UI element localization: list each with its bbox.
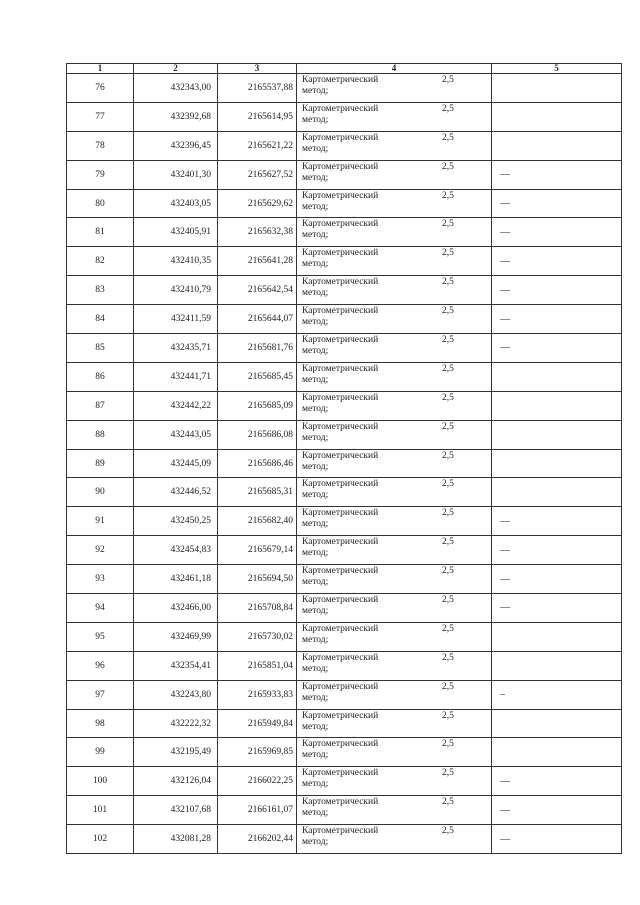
note-cell: —	[492, 767, 622, 796]
table-body	[67, 74, 622, 854]
column-header-2: 2	[134, 64, 218, 74]
precision-value: 2,5	[442, 103, 454, 114]
method-line-2: метод;	[302, 721, 329, 732]
method-line-2: метод;	[302, 663, 329, 674]
coordinate-x: 432410,35	[134, 247, 218, 276]
column-header-4: 4	[297, 64, 492, 74]
method-text	[302, 826, 378, 848]
method-line-2: метод;	[302, 201, 329, 212]
note-cell	[492, 478, 622, 507]
coordinate-y: 2165621,22	[218, 131, 297, 160]
method-text	[302, 682, 378, 704]
point-number: 96	[67, 651, 134, 680]
method-cell	[297, 507, 492, 536]
method-line-1: Картометрический	[302, 450, 379, 461]
note-cell: —	[492, 218, 622, 247]
method-line-2: метод;	[302, 114, 329, 125]
note-cell	[492, 391, 622, 420]
method-line-1: Картометрический	[302, 248, 379, 259]
method-line-2: метод;	[302, 346, 329, 357]
method-cell	[297, 391, 492, 420]
method-line-2: метод;	[302, 692, 329, 703]
precision-value: 2,5	[442, 392, 454, 403]
precision-value: 2,5	[442, 537, 454, 548]
note-cell	[492, 709, 622, 738]
table-row	[67, 709, 622, 738]
note-cell: —	[492, 796, 622, 825]
coordinate-y: 2165537,88	[218, 74, 297, 103]
header-row	[67, 64, 622, 74]
table-row	[67, 189, 622, 218]
precision-value: 2,5	[442, 652, 454, 663]
column-header-3: 3	[218, 64, 297, 74]
method-line-2: метод;	[302, 634, 329, 645]
precision-value: 2,5	[442, 306, 454, 317]
method-cell	[297, 362, 492, 391]
table-row	[67, 536, 622, 565]
precision-value: 2,5	[442, 710, 454, 721]
method-line-2: метод;	[302, 317, 329, 328]
point-number: 81	[67, 218, 134, 247]
coordinate-y: 2165685,09	[218, 391, 297, 420]
method-line-2: метод;	[302, 490, 329, 501]
method-cell	[297, 478, 492, 507]
table-row	[67, 507, 622, 536]
method-text	[302, 508, 378, 530]
method-line-2: метод;	[302, 461, 329, 472]
method-cell	[297, 74, 492, 103]
precision-value: 2,5	[442, 219, 454, 230]
coordinate-x: 432396,45	[134, 131, 218, 160]
method-cell	[297, 680, 492, 709]
table-row	[67, 391, 622, 420]
note-cell: —	[492, 189, 622, 218]
method-cell	[297, 247, 492, 276]
precision-value: 2,5	[442, 566, 454, 577]
coordinate-y: 2165933,83	[218, 680, 297, 709]
coordinate-x: 432107,68	[134, 796, 218, 825]
coordinate-y: 2165694,50	[218, 565, 297, 594]
coordinate-x: 432243,80	[134, 680, 218, 709]
method-text	[302, 479, 378, 501]
note-cell: —	[492, 247, 622, 276]
precision-value: 2,5	[442, 421, 454, 432]
method-cell	[297, 565, 492, 594]
precision-value: 2,5	[442, 248, 454, 259]
method-text	[302, 248, 378, 270]
precision-value: 2,5	[442, 277, 454, 288]
note-cell: –	[492, 680, 622, 709]
method-line-2: метод;	[302, 779, 329, 790]
coordinate-y: 2165685,45	[218, 362, 297, 391]
coordinate-y: 2166161,07	[218, 796, 297, 825]
point-number: 98	[67, 709, 134, 738]
method-text	[302, 162, 378, 184]
precision-value: 2,5	[442, 508, 454, 519]
coordinate-x: 432450,25	[134, 507, 218, 536]
point-number: 91	[67, 507, 134, 536]
coordinate-y: 2165708,84	[218, 594, 297, 623]
table-row	[67, 738, 622, 767]
coordinate-x: 432411,59	[134, 305, 218, 334]
method-line-1: Картометрический	[302, 623, 379, 634]
method-text	[302, 104, 378, 126]
method-line-1: Картометрический	[302, 306, 379, 317]
coordinate-x: 432446,52	[134, 478, 218, 507]
method-line-1: Картометрический	[302, 826, 379, 837]
table-row	[67, 767, 622, 796]
table-row	[67, 362, 622, 391]
method-text	[302, 768, 378, 790]
method-cell	[297, 218, 492, 247]
note-cell	[492, 74, 622, 103]
method-text	[302, 393, 378, 415]
method-line-1: Картометрический	[302, 392, 379, 403]
method-cell	[297, 420, 492, 449]
method-cell	[297, 709, 492, 738]
method-line-2: метод;	[302, 519, 329, 530]
coordinate-x: 432469,99	[134, 622, 218, 651]
precision-value: 2,5	[442, 161, 454, 172]
coordinate-x: 432222,32	[134, 709, 218, 738]
coordinate-y: 2165642,54	[218, 276, 297, 305]
precision-value: 2,5	[442, 75, 454, 85]
method-text	[302, 624, 378, 646]
coordinate-x: 432443,05	[134, 420, 218, 449]
method-text	[302, 797, 378, 819]
coordinate-y: 2165681,76	[218, 334, 297, 363]
method-line-1: Картометрический	[302, 190, 379, 201]
point-number: 90	[67, 478, 134, 507]
method-cell	[297, 651, 492, 680]
note-cell: —	[492, 334, 622, 363]
method-line-2: метод;	[302, 230, 329, 241]
point-number: 85	[67, 334, 134, 363]
table-row	[67, 478, 622, 507]
coordinate-y: 2165614,95	[218, 102, 297, 131]
coordinate-x: 432081,28	[134, 825, 218, 854]
precision-value: 2,5	[442, 826, 454, 837]
coordinate-x: 432354,41	[134, 651, 218, 680]
coordinate-x: 432441,71	[134, 362, 218, 391]
precision-value: 2,5	[442, 623, 454, 634]
method-line-2: метод;	[302, 750, 329, 761]
method-line-1: Картометрический	[302, 566, 379, 577]
note-cell	[492, 738, 622, 767]
coordinate-y: 2165969,85	[218, 738, 297, 767]
table-row	[67, 74, 622, 103]
precision-value: 2,5	[442, 595, 454, 606]
note-cell: —	[492, 594, 622, 623]
method-line-2: метод;	[302, 143, 329, 154]
note-cell: —	[492, 565, 622, 594]
method-line-1: Картометрический	[302, 132, 379, 143]
note-cell: —	[492, 276, 622, 305]
point-number: 92	[67, 536, 134, 565]
point-number: 80	[67, 189, 134, 218]
precision-value: 2,5	[442, 797, 454, 808]
point-number: 79	[67, 160, 134, 189]
point-number: 97	[67, 680, 134, 709]
point-number: 93	[67, 565, 134, 594]
note-cell: —	[492, 160, 622, 189]
method-cell	[297, 160, 492, 189]
method-text	[302, 219, 378, 241]
point-number: 77	[67, 102, 134, 131]
method-line-1: Картометрический	[302, 75, 379, 85]
coordinate-x: 432401,30	[134, 160, 218, 189]
method-cell	[297, 796, 492, 825]
table-row	[67, 796, 622, 825]
coordinate-y: 2165641,28	[218, 247, 297, 276]
table-row	[67, 305, 622, 334]
method-cell	[297, 738, 492, 767]
note-cell	[492, 131, 622, 160]
note-cell	[492, 622, 622, 651]
coordinate-y: 2165632,38	[218, 218, 297, 247]
note-cell	[492, 420, 622, 449]
table-row	[67, 680, 622, 709]
method-text	[302, 566, 378, 588]
coordinate-x: 432410,79	[134, 276, 218, 305]
precision-value: 2,5	[442, 479, 454, 490]
method-text	[302, 364, 378, 386]
table-row	[67, 131, 622, 160]
precision-value: 2,5	[442, 363, 454, 374]
note-cell: —	[492, 305, 622, 334]
method-line-1: Картометрический	[302, 595, 379, 606]
method-line-1: Картометрический	[302, 652, 379, 663]
coordinate-y: 2165679,14	[218, 536, 297, 565]
table-row	[67, 420, 622, 449]
method-line-2: метод;	[302, 259, 329, 270]
method-text	[302, 133, 378, 155]
coordinate-y: 2165627,52	[218, 160, 297, 189]
coordinate-y: 2166022,25	[218, 767, 297, 796]
coordinate-x: 432343,00	[134, 74, 218, 103]
coordinate-x: 432466,00	[134, 594, 218, 623]
point-number: 83	[67, 276, 134, 305]
point-number: 88	[67, 420, 134, 449]
point-number: 101	[67, 796, 134, 825]
method-text	[302, 75, 378, 97]
method-cell	[297, 102, 492, 131]
method-line-1: Картометрический	[302, 537, 379, 548]
table-row	[67, 825, 622, 854]
precision-value: 2,5	[442, 768, 454, 779]
point-number: 84	[67, 305, 134, 334]
precision-value: 2,5	[442, 450, 454, 461]
method-text	[302, 191, 378, 213]
method-text	[302, 335, 378, 357]
coordinate-y: 2165949,84	[218, 709, 297, 738]
table-row	[67, 565, 622, 594]
method-line-2: метод;	[302, 606, 329, 617]
method-text	[302, 422, 378, 444]
coordinate-y: 2166202,44	[218, 825, 297, 854]
method-line-1: Картометрический	[302, 277, 379, 288]
column-header-1: 1	[67, 64, 134, 74]
method-line-1: Картометрический	[302, 797, 379, 808]
table-row	[67, 247, 622, 276]
method-text	[302, 739, 378, 761]
coordinate-x: 432442,22	[134, 391, 218, 420]
coordinate-y: 2165685,31	[218, 478, 297, 507]
coordinate-x: 432445,09	[134, 449, 218, 478]
method-line-2: метод;	[302, 86, 329, 96]
method-line-1: Картометрический	[302, 739, 379, 750]
table-row	[67, 102, 622, 131]
method-line-2: метод;	[302, 403, 329, 414]
note-cell	[492, 449, 622, 478]
precision-value: 2,5	[442, 132, 454, 143]
method-cell	[297, 449, 492, 478]
point-number: 89	[67, 449, 134, 478]
table-row	[67, 218, 622, 247]
coordinate-y: 2165629,62	[218, 189, 297, 218]
column-header-5: 5	[492, 64, 622, 74]
method-line-1: Картометрический	[302, 681, 379, 692]
method-cell	[297, 334, 492, 363]
coordinates-table	[66, 63, 622, 854]
method-line-2: метод;	[302, 548, 329, 559]
precision-value: 2,5	[442, 739, 454, 750]
point-number: 87	[67, 391, 134, 420]
method-line-1: Картометрический	[302, 710, 379, 721]
method-cell	[297, 622, 492, 651]
point-number: 99	[67, 738, 134, 767]
coordinate-x: 432392,68	[134, 102, 218, 131]
table-row	[67, 594, 622, 623]
note-cell: —	[492, 825, 622, 854]
method-cell	[297, 131, 492, 160]
method-cell	[297, 189, 492, 218]
method-cell	[297, 825, 492, 854]
coordinate-x: 432435,71	[134, 334, 218, 363]
coordinate-x: 432461,18	[134, 565, 218, 594]
coordinate-y: 2165644,07	[218, 305, 297, 334]
method-line-1: Картометрический	[302, 479, 379, 490]
method-line-1: Картометрический	[302, 219, 379, 230]
coordinate-y: 2165730,02	[218, 622, 297, 651]
table-row	[67, 651, 622, 680]
point-number: 78	[67, 131, 134, 160]
note-cell: —	[492, 536, 622, 565]
method-line-1: Картометрический	[302, 421, 379, 432]
method-cell	[297, 594, 492, 623]
coordinate-x: 432126,04	[134, 767, 218, 796]
coordinate-x: 432454,83	[134, 536, 218, 565]
method-line-1: Картометрический	[302, 363, 379, 374]
coordinate-x: 432405,91	[134, 218, 218, 247]
table-row	[67, 449, 622, 478]
method-cell	[297, 767, 492, 796]
method-line-1: Картометрический	[302, 768, 379, 779]
coordinate-x: 432195,49	[134, 738, 218, 767]
method-text	[302, 711, 378, 733]
point-number: 95	[67, 622, 134, 651]
method-line-2: метод;	[302, 808, 329, 819]
table-row	[67, 276, 622, 305]
point-number: 76	[67, 74, 134, 103]
point-number: 102	[67, 825, 134, 854]
method-line-2: метод;	[302, 374, 329, 385]
coordinate-x: 432403,05	[134, 189, 218, 218]
note-cell	[492, 102, 622, 131]
method-line-1: Картометрический	[302, 103, 379, 114]
method-line-2: метод;	[302, 837, 329, 848]
note-cell	[492, 651, 622, 680]
method-line-2: метод;	[302, 432, 329, 443]
method-text	[302, 277, 378, 299]
precision-value: 2,5	[442, 190, 454, 201]
method-line-1: Картометрический	[302, 508, 379, 519]
note-cell	[492, 362, 622, 391]
precision-value: 2,5	[442, 335, 454, 346]
point-number: 86	[67, 362, 134, 391]
coordinate-y: 2165682,40	[218, 507, 297, 536]
method-cell	[297, 305, 492, 334]
method-line-2: метод;	[302, 577, 329, 588]
table-row	[67, 160, 622, 189]
note-cell: —	[492, 507, 622, 536]
point-number: 94	[67, 594, 134, 623]
method-line-2: метод;	[302, 172, 329, 183]
method-line-1: Картометрический	[302, 161, 379, 172]
method-cell	[297, 536, 492, 565]
table-row	[67, 334, 622, 363]
point-number: 82	[67, 247, 134, 276]
method-cell	[297, 276, 492, 305]
precision-value: 2,5	[442, 681, 454, 692]
method-text	[302, 451, 378, 473]
method-text	[302, 653, 378, 675]
coordinate-y: 2165686,08	[218, 420, 297, 449]
coordinate-y: 2165851,04	[218, 651, 297, 680]
method-text	[302, 306, 378, 328]
coordinate-y: 2165686,46	[218, 449, 297, 478]
method-line-1: Картометрический	[302, 335, 379, 346]
method-text	[302, 537, 378, 559]
method-line-2: метод;	[302, 288, 329, 299]
table-row	[67, 622, 622, 651]
method-text	[302, 595, 378, 617]
point-number: 100	[67, 767, 134, 796]
